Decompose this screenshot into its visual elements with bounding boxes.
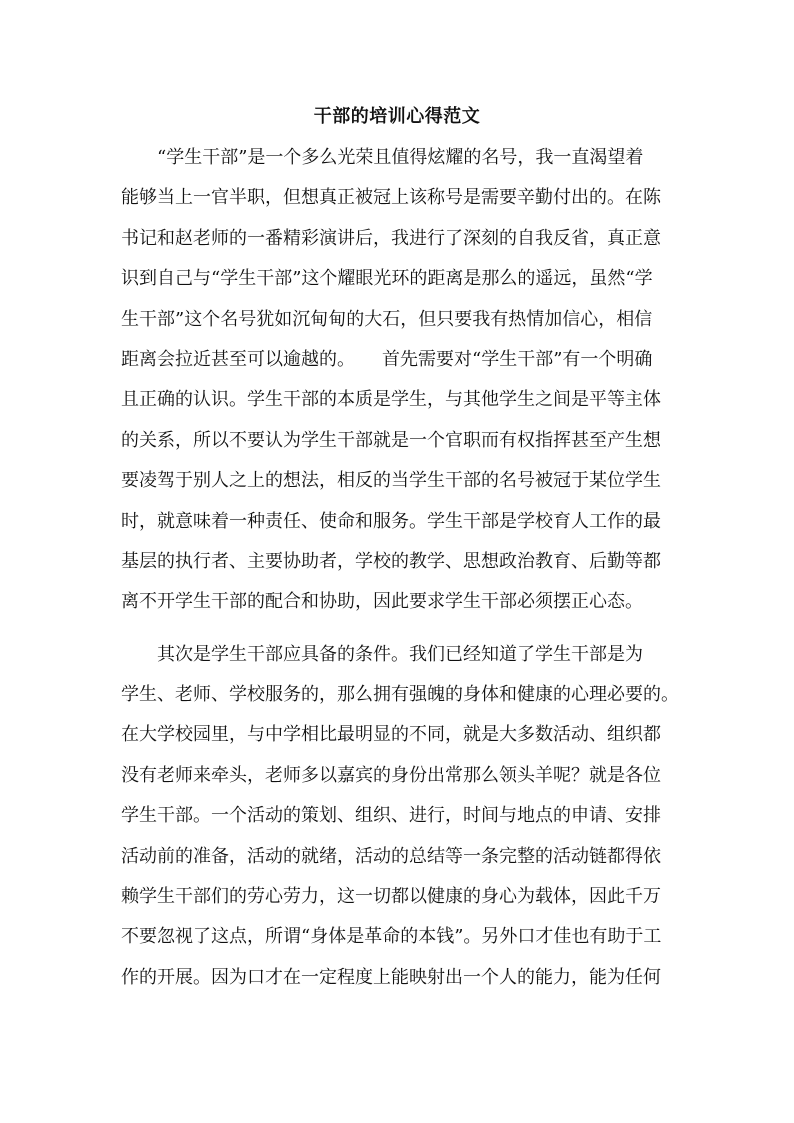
text-line: 生干部”这个名号犹如沉甸甸的大石，但只要我有热情加信心，相信 <box>121 308 653 330</box>
text-line: 在大学校园里，与中学相比最明显的不同，就是大多数活动、组织都 <box>121 724 661 746</box>
text-line: 作的开展。因为口才在一定程度上能映射出一个人的能力，能为任何 <box>121 966 661 988</box>
text-line: 距离会拉近甚至可以逾越的。 首先需要对“学生干部”有一个明确 <box>121 348 653 370</box>
text-line: 能够当上一官半职，但想真正被冠上该称号是需要辛勤付出的。在陈 <box>121 187 661 209</box>
text-line: 赖学生干部们的劳心劳力，这一切都以健康的身心为载体，因此千万 <box>121 886 661 908</box>
text-line: 学生、老师、学校服务的，那么拥有强魄的身体和健康的心理必要的。 <box>121 684 679 706</box>
text-line: “学生干部”是一个多么光荣且值得炫耀的名号，我一直渴望着 <box>121 147 644 168</box>
document-title: 干部的培训心得范文 <box>313 106 481 127</box>
text-line: 基层的执行者、主要协助者，学校的教学、思想政治教育、后勤等都 <box>121 550 661 572</box>
document-body <box>121 138 679 998</box>
text-line: 识到自己与“学生干部”这个耀眼光环的距离是那么的遥远，虽然“学 <box>121 268 653 290</box>
text-line: 要凌驾于别人之上的想法，相反的当学生干部的名号被冠于某位学生 <box>121 470 661 492</box>
text-line: 且正确的认识。学生干部的本质是学生，与其他学生之间是平等主体 <box>121 389 661 411</box>
text-line: 不要忽视了这点，所谓“身体是革命的本钱”。另外口才佳也有助于工 <box>121 926 662 948</box>
text-line: 活动前的准备，活动的就绪，活动的总结等一条完整的活动链都得依 <box>121 845 661 867</box>
text-line: 的关系，所以不要认为学生干部就是一个官职而有权指挥甚至产生想 <box>121 429 661 451</box>
text-line: 书记和赵老师的一番精彩演讲后，我进行了深刻的自我反省，真正意 <box>121 227 661 249</box>
text-line: 学生干部。一个活动的策划、组织、进行，时间与地点的申请、安排 <box>121 805 661 827</box>
paragraph-start-line: 其次是学生干部应具备的条件。我们已经知道了学生干部是为 <box>121 643 643 665</box>
text-line: 没有老师来牵头，老师多以嘉宾的身份出常那么领头羊呢？就是各位 <box>121 764 661 786</box>
text-line: 离不开学生干部的配合和协助，因此要求学生干部必须摆正心态。 <box>121 591 643 613</box>
text-line: 时，就意味着一种责任、使命和服务。学生干部是学校育人工作的最 <box>121 510 661 532</box>
